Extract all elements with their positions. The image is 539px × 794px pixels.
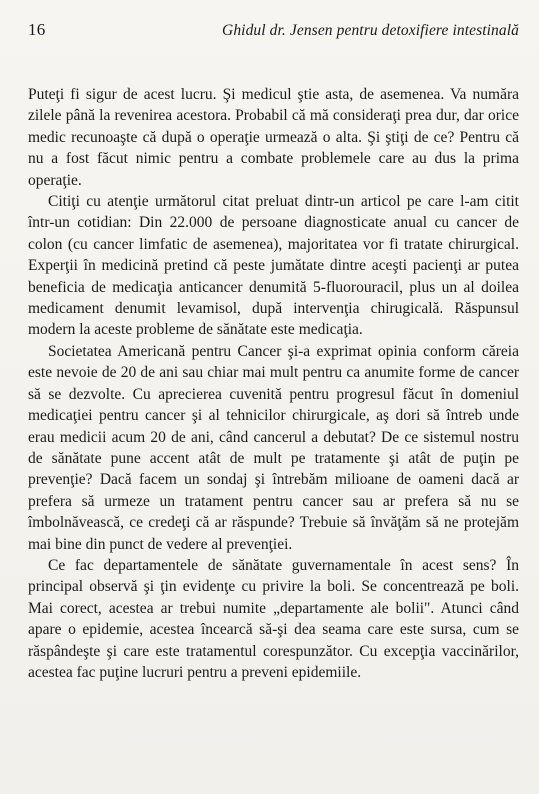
paragraph: Ce fac departamentele de sănătate guvernamentale în acest sens? În principal observă şi ţin evidenţe cu privire la boli. Se concentrează pe boli. Mai corect, acestea ar trebui numite „departamente ale bolii". Atunci când apare o epidemie, acestea încearcă să-şi dea seama care este sursa, cum se răspândeşte şi care este tratamentul corespunzător. Cu excepţia vaccinărilor, acestea fac puţine lucruri pentru a preveni epidemiile. [28, 556, 519, 681]
page-number: 16 [28, 20, 46, 39]
paragraph: Societatea Americană pentru Cancer şi-a exprimat opinia conform căreia este nevoie de 20 de ani sau chiar mai mult pentru ca anumite forme de cancer să se dezvolte. Cu aprecierea cuvenită pentru progresul făcut în domeniul medicaţiei pentru cancer şi al tehnicilor chirurgicale, aş dori să întreb unde erau medicii acum 20 de ani, când cancerul a debutat? De ce sistemul nostru de sănătate pune accent atât de mult pe tratamente şi atât de puţin pe prevenţie? Dacă facem un sondaj şi întrebăm milioane de oameni dacă ar prefera să urmeze un tratament pentru cancer sau ar prefera să nu se îmbolnăvească, ce credeţi că ar răspunde? Trebuie să învăţăm să ne protejăm mai bine din punct de vedere al prevenţiei. [28, 342, 519, 553]
paragraph: Citiţi cu atenţie următorul citat preluat dintr-un articol pe care l-am citit într-un cotidian: Din 22.000 de persoane diagnosticate anual cu cancer de colon (cu cancer limfatic de asemenea), majoritatea vor fi tratate chirurgical. Experţii în medicină pretind că peste jumătate dintre aceşti pacienţi ar putea beneficia de medicaţia anticancer denumită 5-fluorouracil, plus un al doilea medicament denumit levamisol, după intervenţia chirugicală. Răspunsul modern la aceste probleme de sănătate este medicaţia. [28, 193, 519, 339]
body-text [28, 84, 519, 683]
paragraph: Puteţi fi sigur de acest lucru. Şi medicul ştie asta, de asemenea. Va număra zilele până la revenirea acestora. Probabil că mă consideraţi prea dur, dar orice medic recunoaşte că după o operaţie urmează o alta. Şi ştiţi de ce? Pentru că nu a fost făcut nimic pentru a combate problemele care au dus la prima operaţie. [28, 86, 519, 189]
running-title: Ghidul dr. Jensen pentru detoxifiere intestinală [222, 22, 519, 39]
page-header [28, 20, 519, 42]
